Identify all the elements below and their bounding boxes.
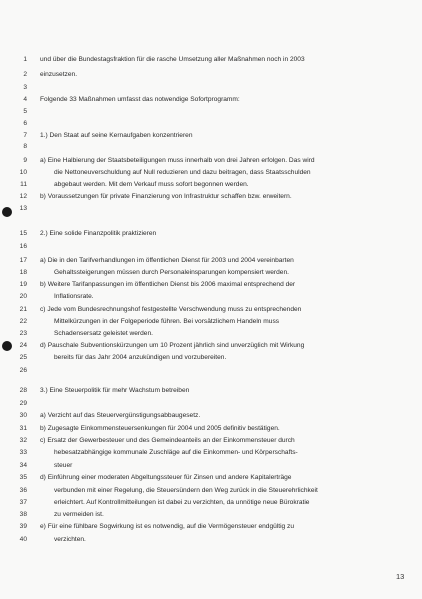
document-line — [0, 398, 422, 410]
document-line — [0, 118, 422, 130]
line-text: e) Für eine fühlbare Sogwirkung ist es notwendig, auf die Vermögensteuer endgültig zu — [40, 523, 295, 530]
document-line — [0, 106, 422, 118]
line-text: b) Zugesagte Einkommensteuersenkungen für 2004 und 2005 definitiv bestätigen. — [40, 425, 280, 432]
line-text: b) Voraussetzungen für private Finanzierung von Infrastruktur schaffen bzw. erweitern. — [40, 193, 292, 200]
punch-hole-bottom — [2, 341, 12, 351]
line-number: 29 — [19, 400, 27, 407]
document-line — [0, 267, 422, 279]
line-number: 19 — [19, 281, 27, 288]
document-line — [0, 534, 422, 546]
line-number: 3 — [23, 84, 27, 91]
line-number: 32 — [19, 437, 27, 444]
document-line — [0, 460, 422, 472]
line-number: 39 — [19, 523, 27, 530]
document-line — [0, 423, 422, 435]
document-line — [0, 485, 422, 497]
line-text: verbunden mit einer Regelung, die Steuersündern den Weg zurück in die Steuerehrlichkeit — [54, 487, 318, 494]
document-line — [0, 352, 422, 364]
line-number: 25 — [19, 354, 27, 361]
document-line — [0, 255, 422, 267]
document-line — [0, 228, 422, 240]
line-text: Inflationsrate. — [54, 293, 94, 300]
document-line — [0, 215, 422, 227]
line-text: einzusetzen. — [40, 71, 78, 78]
line-text: und über die Bundestagsfraktion für die rasche Umsetzung aller Maßnahmen noch in 2003 — [40, 56, 305, 63]
line-text: Gehaltssteigerungen müssen durch Personaleinsparungen kompensiert werden. — [54, 269, 289, 276]
line-number: 26 — [19, 367, 27, 374]
line-text: die Nettoneuverschuldung auf Null reduzieren und dazu beitragen, dass Staatsschulden — [54, 169, 311, 176]
line-text: Mittelkürzungen in der Folgeperiode führen. Bei vorsätzlichem Handeln muss — [54, 318, 280, 325]
document-line — [0, 435, 422, 447]
line-text: 1.) Den Staat auf seine Kernaufgaben konzentrieren — [40, 132, 193, 139]
document-line — [0, 241, 422, 253]
line-text: c) Jede vom Bundesrechnungshof festgestellte Verschwendung muss zu entsprechenden — [40, 306, 302, 313]
document-line — [0, 328, 422, 340]
line-text: Schadensersatz geleistet werden. — [54, 330, 153, 337]
line-number: 16 — [19, 243, 27, 250]
line-number: 35 — [19, 474, 27, 481]
document-line — [0, 54, 422, 66]
line-text: bereits für das Jahr 2004 anzukündigen und vorzubereiten. — [54, 354, 227, 361]
line-text: d) Einführung einer moderaten Abgeltungssteuer für Zinsen und andere Kapitalerträge — [40, 474, 292, 481]
page-number: 13 — [396, 572, 405, 581]
punch-hole-top — [2, 207, 12, 217]
line-text: 2.) Eine solide Finanzpolitik praktizieren — [40, 230, 157, 237]
line-number: 18 — [19, 269, 27, 276]
line-number: 11 — [20, 181, 27, 188]
line-text: d) Pauschale Subventionskürzungen um 10 Prozent jährlich sind unverzüglich mit Wirkung — [40, 342, 305, 349]
document-line — [0, 385, 422, 397]
document-line — [0, 167, 422, 179]
line-number: 4 — [23, 96, 27, 103]
document-line — [0, 279, 422, 291]
line-number: 6 — [23, 120, 27, 127]
document-line — [0, 447, 422, 459]
document-line — [0, 203, 422, 215]
document-line — [0, 410, 422, 422]
line-number: 21 — [19, 306, 27, 313]
document-line — [0, 497, 422, 509]
line-number: 20 — [19, 293, 27, 300]
document-line — [0, 155, 422, 167]
line-text: c) Ersatz der Gewerbesteuer und des Gemeindeanteils an der Einkommensteuer durch — [40, 437, 295, 444]
line-number: 23 — [19, 330, 27, 337]
line-text: 3.) Eine Steuerpolitik für mehr Wachstum betreiben — [40, 387, 190, 394]
line-number: 22 — [19, 318, 27, 325]
document-line — [0, 291, 422, 303]
line-number: 12 — [19, 193, 27, 200]
line-number: 1 — [23, 56, 27, 63]
line-number: 17 — [19, 257, 27, 264]
line-number: 7 — [23, 132, 27, 139]
line-text: a) Eine Halbierung der Staatsbeteiligungen muss innerhalb von drei Jahren erfolgen. Das wird — [40, 157, 315, 164]
line-text: Folgende 33 Maßnahmen umfasst das notwendige Sofortprogramm: — [40, 96, 240, 103]
line-text: erleichtert. Auf Kontrollmitteilungen ist dabei zu verzichten, da unnötige neue Bürokratie — [54, 499, 310, 506]
line-text: b) Weitere Tarifanpassungen im öffentlichen Dienst bis 2006 maximal entsprechend der — [40, 281, 296, 288]
document-line — [0, 69, 422, 81]
line-number: 13 — [19, 205, 27, 212]
line-text: a) Verzicht auf das Steuervergünstigungsabbaugesetz. — [40, 412, 201, 419]
line-number: 31 — [19, 425, 27, 432]
line-text: abgebaut werden. Mit dem Verkauf muss sofort begonnen werden. — [54, 181, 249, 188]
line-number: 30 — [19, 412, 27, 419]
line-number: 34 — [19, 462, 27, 469]
document-line — [0, 472, 422, 484]
line-number: 37 — [19, 499, 27, 506]
document-line — [0, 94, 422, 106]
line-number: 5 — [23, 108, 27, 115]
line-number: 15 — [19, 230, 27, 237]
line-number: 10 — [19, 169, 27, 176]
line-text: verzichten. — [54, 536, 86, 543]
document-line — [0, 521, 422, 533]
line-number: 28 — [19, 387, 27, 394]
line-text: a) Die in den Tarifverhandlungen im öffentlichen Dienst für 2003 und 2004 vereinbarten — [40, 257, 294, 264]
line-number: 36 — [19, 487, 27, 494]
document-line — [0, 365, 422, 377]
line-text: zu vermeiden ist. — [54, 511, 104, 518]
document-line — [0, 82, 422, 94]
document-line — [0, 179, 422, 191]
document-line — [0, 191, 422, 203]
document-line — [0, 304, 422, 316]
line-text: steuer — [54, 462, 73, 469]
document-line — [0, 316, 422, 328]
line-number: 38 — [19, 511, 27, 518]
document-line — [0, 340, 422, 352]
document-line — [0, 509, 422, 521]
line-number: 33 — [19, 449, 27, 456]
line-text: hebesatzabhängige kommunale Zuschläge auf die Einkommen- und Körperschafts- — [54, 449, 298, 456]
line-number: 40 — [19, 536, 27, 543]
line-number: 24 — [19, 342, 27, 349]
line-number: 2 — [23, 71, 27, 78]
line-number: 9 — [23, 157, 27, 164]
document-line — [0, 141, 422, 153]
line-number: 8 — [23, 143, 27, 150]
